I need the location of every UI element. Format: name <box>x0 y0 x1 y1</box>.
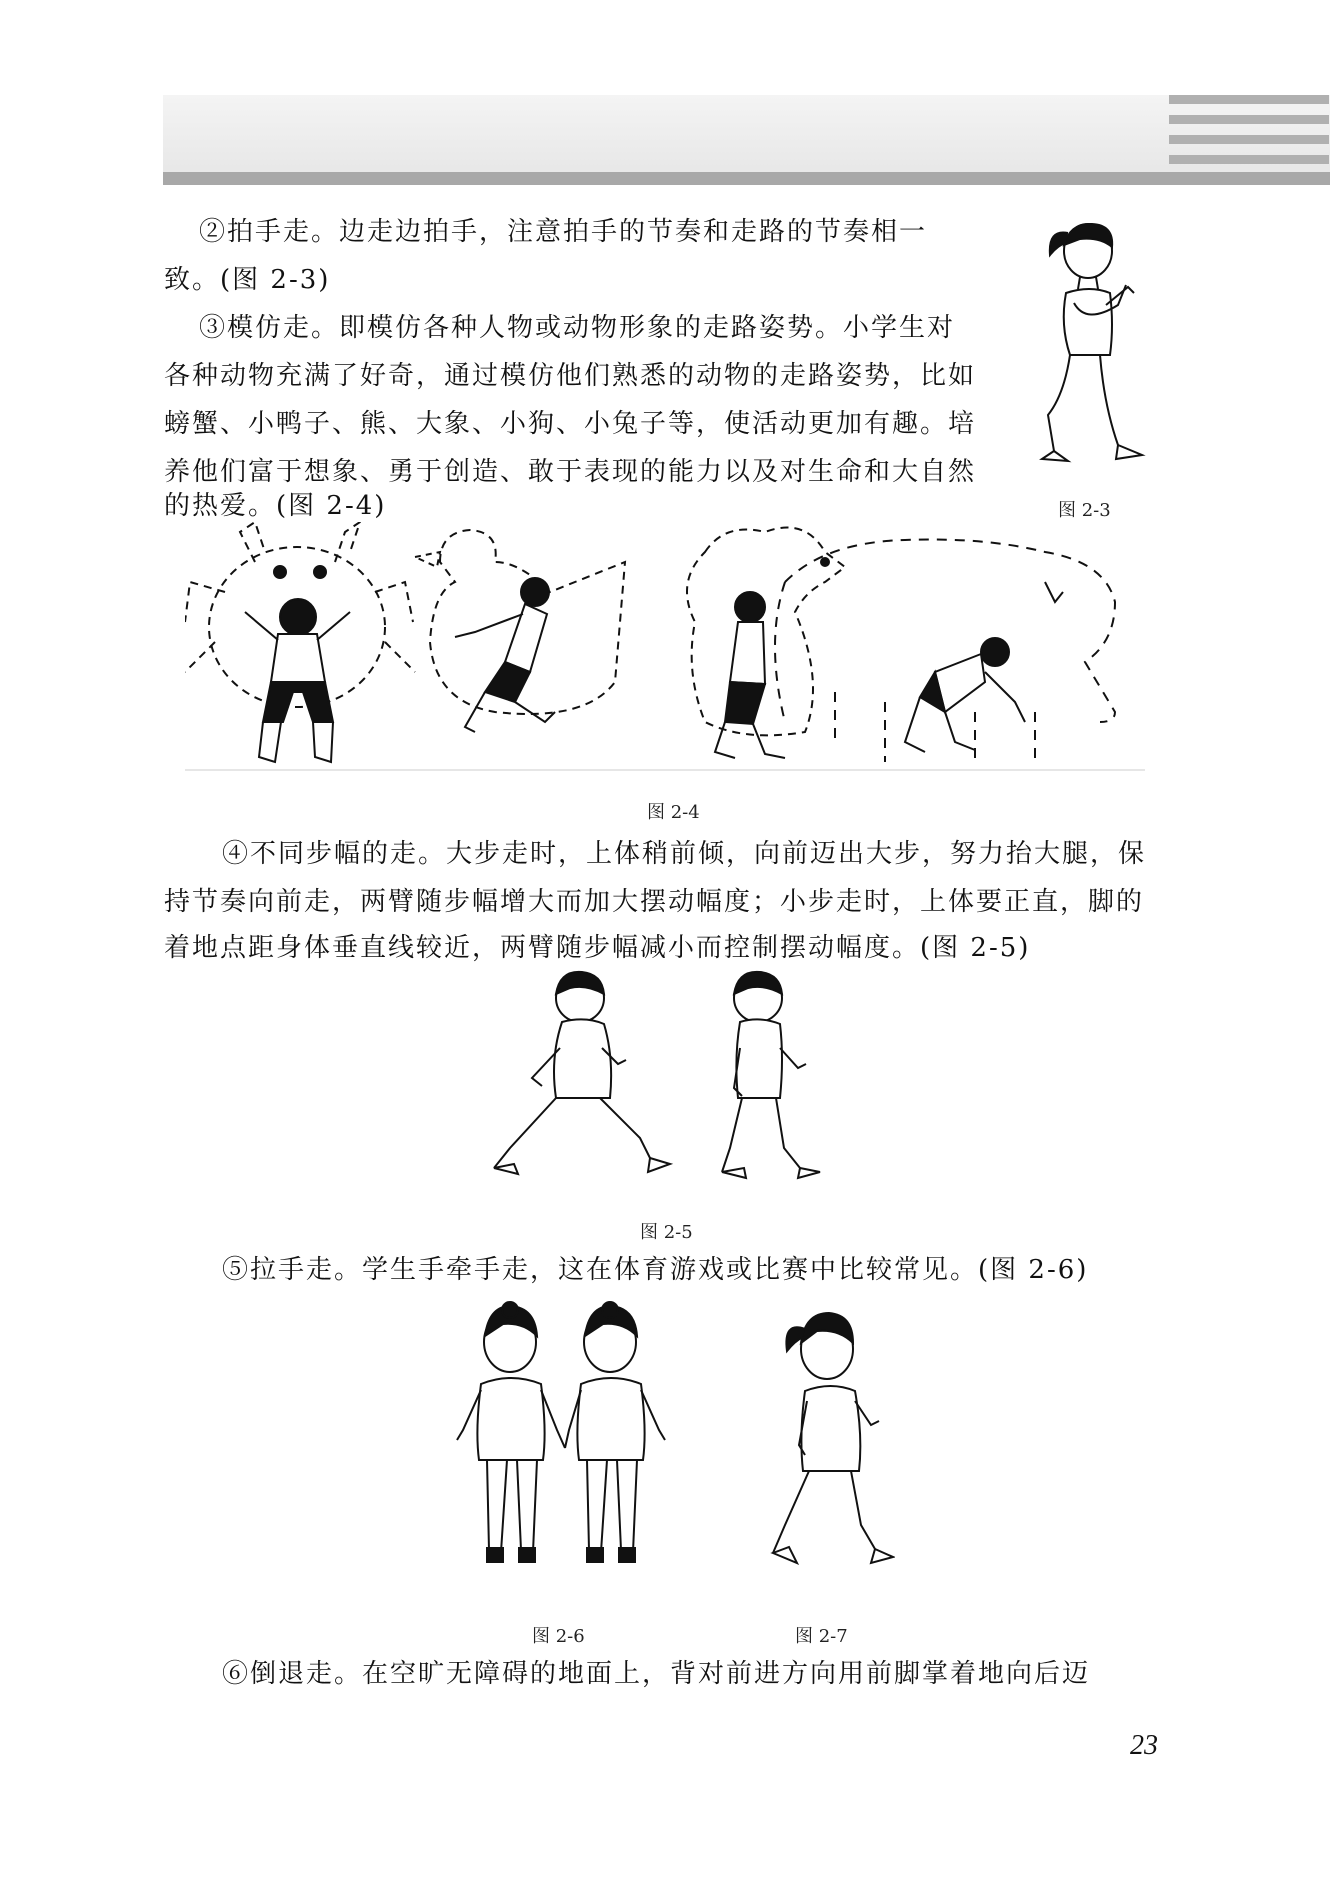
paragraph-line: ②拍手走。边走边拍手，注意拍手的节奏和走路的节奏相一 <box>199 217 928 247</box>
header-rule <box>163 172 1330 185</box>
crab-figure <box>185 522 415 762</box>
paragraph-line: 致。(图 2-3) <box>164 265 331 295</box>
paragraph-line: 螃蟹、小鸭子、熊、大象、小狗、小兔子等，使活动更加有趣。培 <box>164 409 977 439</box>
student-right <box>565 1302 665 1562</box>
header-stripe <box>1169 115 1329 124</box>
figure-caption: 图 2-6 <box>532 1626 585 1647</box>
figure-caption: 图 2-5 <box>640 1222 693 1243</box>
student-left <box>457 1302 565 1562</box>
figure-caption: 图 2-4 <box>647 802 700 823</box>
paragraph-line: ④不同步幅的走。大步走时，上体稍前倾，向前迈出大步，努力抬大腿，保 <box>222 839 1147 869</box>
paragraph-line: 的热爱。(图 2-4) <box>164 491 387 521</box>
header-band <box>163 95 1330 175</box>
paragraph-line: 着地点距身体垂直线较近，两臂随步幅减小而控制摆动幅度。(图 2-5) <box>164 933 1031 963</box>
figure-caption: 图 2-7 <box>795 1626 848 1647</box>
figure-2-6-illustration <box>445 1300 685 1590</box>
header-stripe <box>1169 95 1329 104</box>
header-stripe <box>1169 155 1329 164</box>
paragraph-line: ⑥倒退走。在空旷无障碍的地面上，背对前进方向用前脚掌着地向后迈 <box>222 1659 1091 1689</box>
duck-figure <box>415 530 625 732</box>
figure-2-7-illustration <box>755 1305 895 1595</box>
header-stripe <box>1169 135 1329 144</box>
paragraph-line: 养他们富于想象、勇于创造、敢于表现的能力以及对生命和大自然 <box>164 457 977 487</box>
paragraph-line: 各种动物充满了好奇，通过模仿他们熟悉的动物的走路姿势，比如 <box>164 361 977 391</box>
paragraph-line: ③模仿走。即模仿各种人物或动物形象的走路姿势。小学生对 <box>199 313 956 343</box>
page-number: 23 <box>1130 1730 1158 1761</box>
big-step-figure <box>494 972 670 1174</box>
bear-figure <box>687 528 845 759</box>
figure-2-3-illustration <box>1030 215 1155 470</box>
paragraph-line: 持节奏向前走，两臂随步幅增大而加大摆动幅度；小步走时，上体要正直，脚的 <box>164 887 1145 917</box>
elephant-figure <box>775 540 1115 763</box>
figure-caption: 图 2-3 <box>1058 500 1111 521</box>
figure-2-4-illustration <box>185 522 1145 772</box>
figure-2-5-illustration <box>490 968 850 1198</box>
small-step-figure <box>722 972 820 1178</box>
paragraph-line: ⑤拉手走。学生手牵手走，这在体育游戏或比赛中比较常见。(图 2-6) <box>222 1255 1089 1285</box>
